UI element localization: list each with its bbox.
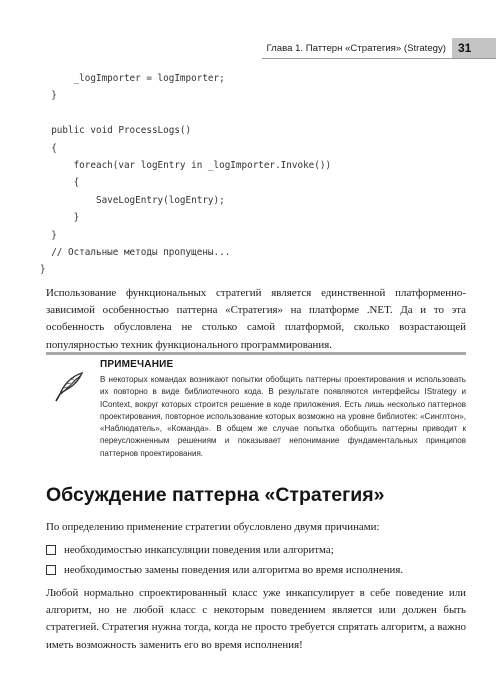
note-title: ПРИМЕЧАНИЕ — [100, 359, 174, 370]
code-listing — [40, 70, 331, 279]
code-line: { — [40, 142, 57, 154]
checkbox-bullet-icon — [46, 545, 56, 555]
list-item-text: необходимостью замены поведения или алгоритма во время исполнения. — [64, 563, 404, 576]
code-line: foreach(var logEntry in _logImporter.Invoke()) — [40, 160, 332, 172]
code-line: } — [40, 90, 57, 102]
code-line: SaveLogEntry(logEntry); — [40, 194, 225, 206]
list-item — [46, 541, 466, 558]
code-line: { — [40, 177, 80, 189]
page-number: 31 — [452, 38, 496, 58]
note-text: В некоторых командах возникают попытки обобщить паттерны проектирования и использовать их повторно в виде библиотечного кода. В результате появляются интерфейсы IStrategy и IContext, вокруг которых строится решение в коде приложения. Есть лишь несколько паттернов проектирования, повторное использование которых возможно на уровне библиотек: «Синглтон», «Наблюдатель», «Команда». В общем же случае попытка обобщить паттерны приводит к переусложненным решениям и показывает непонимание фундаментальных принципов паттернов проектирования. — [100, 375, 466, 458]
header-rule — [262, 58, 496, 59]
code-line: // Остальные методы пропущены... — [40, 247, 231, 259]
section-intro: По определению применение стратегии обусловлено двумя причинами: — [46, 521, 380, 533]
checkbox-bullet-icon — [46, 565, 56, 575]
code-line: } — [40, 212, 80, 224]
code-line: } — [40, 264, 46, 276]
list-item — [46, 561, 466, 578]
running-header — [262, 38, 496, 58]
list-item-text: необходимостью инкапсуляции поведения или алгоритма; — [64, 543, 334, 556]
section-heading: Обсуждение паттерна «Стратегия» — [46, 484, 385, 506]
quill-pen-icon — [52, 370, 86, 404]
note-divider — [46, 352, 466, 355]
chapter-title: Глава 1. Паттерн «Стратегия» (Strategy) — [266, 42, 446, 54]
body-paragraph: Любой нормально спроектированный класс уже инкапсулирует в себе поведение или алгоритм, но не любой класс с некоторым поведением является или должен быть стратегией. Стратегия нужна тогда, когда не просто требуется спрятать алгоритм, а важно иметь возможность заменить его во время исполнения! — [46, 587, 466, 651]
code-line: public void ProcessLogs() — [40, 125, 192, 137]
code-line: _logImporter = logImporter; — [40, 73, 225, 84]
code-line: } — [40, 229, 57, 241]
body-paragraph: Использование функциональных стратегий является единственной платформенно-зависимой особенностью паттерна «Стратегия» на платформе .NET. Да и то эта особенность обусловлена не столько самой платформой, сколько возрастающей популярностью техник функционального программирования. — [46, 287, 466, 351]
